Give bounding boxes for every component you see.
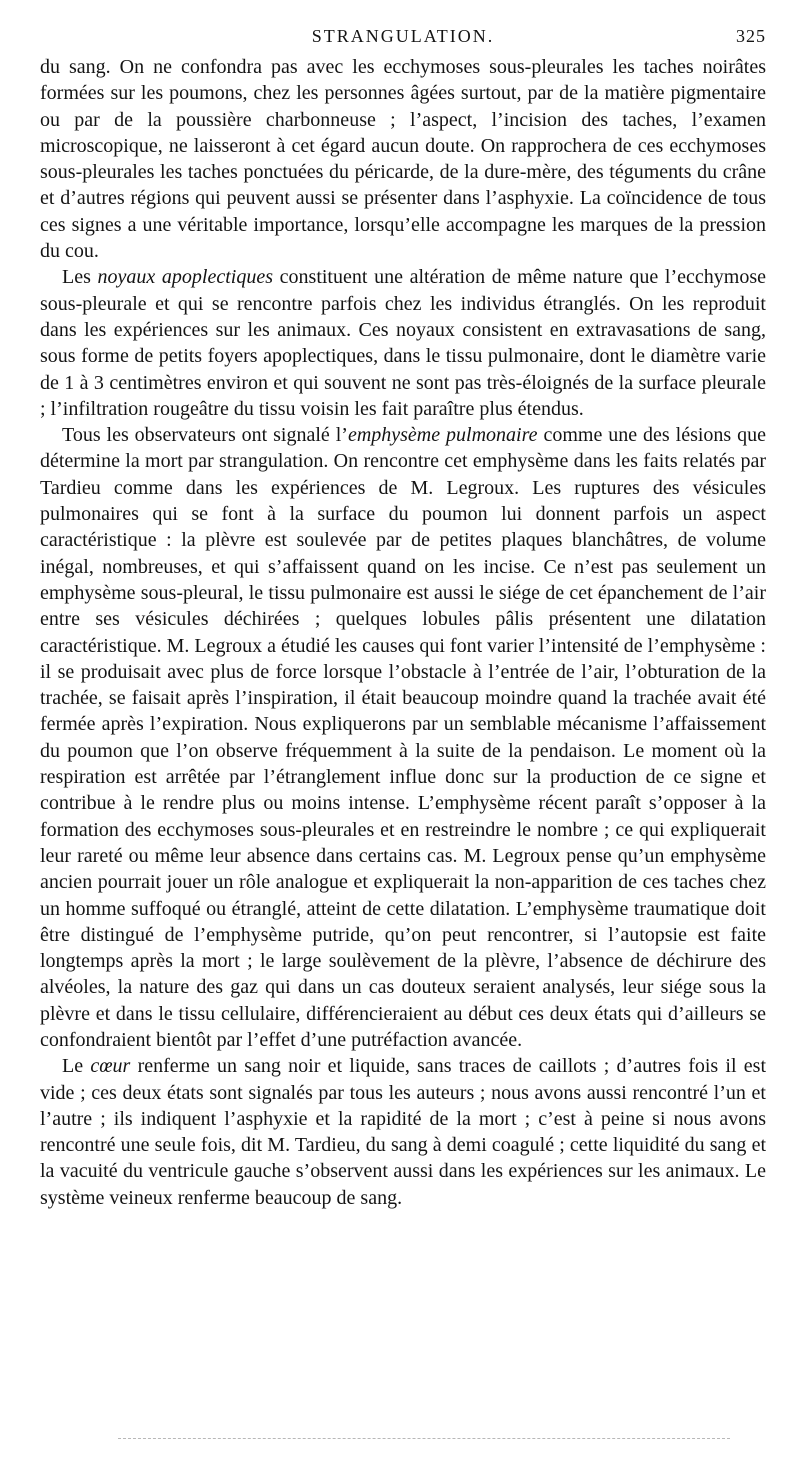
text-segment: Les bbox=[62, 266, 98, 289]
body-text bbox=[40, 54, 766, 1211]
text-segment: renferme un sang noir et liquide, sans traces de caillots ; d’autres fois il est vide ; ces deux états sont signalés par tous les auteurs ; nous avons aussi rencontré l’un et l’autre ; ils indiquent l’asphyxie et la rapidité de la mort ; c’est à peine si nous avons rencontré une seule fois, dit M. Tardieu, du sang à demi coagulé ; cette liquidité du sang et la vacuité du ventricule gauche s’observent aussi dans les expériences sur les animaux. Le système veineux renferme beaucoup de sang. bbox=[40, 1055, 767, 1209]
paragraph bbox=[40, 1053, 766, 1211]
running-header bbox=[40, 26, 766, 54]
page bbox=[40, 26, 766, 1211]
footer-dotted-rule bbox=[118, 1438, 730, 1440]
text-segment: constituent une altération de même nature que l’ecchymose sous-pleurale et qui se rencontre parfois chez les individus étranglés. On les reproduit dans les expériences sur les animaux. Ces noyaux consistent en extravasations de sang, sous forme de petits foyers apoplectiques, dans le tissu pulmonaire, dont le diamètre varie de 1 à 3 centimètres environ et qui souvent ne sont pas très-éloignés de la surface pleurale ; l’infiltration rougeâtre du tissu voisin les fait paraître plus étendus. bbox=[40, 266, 766, 420]
running-title: STRANGULATION. bbox=[311, 26, 495, 46]
italic-term: emphysème pulmonaire bbox=[347, 424, 538, 447]
paragraph bbox=[40, 422, 766, 1053]
paragraph bbox=[40, 54, 766, 264]
text-segment: Tous les observateurs ont signalé l’ bbox=[62, 424, 348, 447]
italic-term: noyaux apoplectiques bbox=[97, 266, 274, 289]
paragraph bbox=[40, 264, 766, 422]
text-segment: comme une des lésions que détermine la mort par strangulation. On rencontre cet emphysème dans les faits relatés par Tardieu comme dans les expériences de M. Legroux. Les ruptures des vésicules pulmonaires qui se font à la surface du poumon lui donnent parfois un aspect caractéristique : la plèvre est soulevée par de petites plaques blanchâtres, de volume inégal, nombreuses, et qui s’affaissent quand on les incise. Ce n’est pas seulement un emphysème sous-pleural, le tissu pulmonaire est aussi le siége de cet épanchement de l’air entre ses vésicules déchirées ; quelques lobules pâlis présentent une dilatation caractéristique. M. Legroux a étudié les causes qui font varier l’intensité de l’emphysème : il se produisait avec plus de force lorsque l’obstacle à l’entrée de l’air, l’obturation de la trachée, se faisait après l’inspiration, il était beaucoup moindre quand la trachée avait été fermée après l’expiration. Nous expliquerons par un semblable mécanisme l’affaissement du poumon que l’on observe fréquemment à la suite de la pendaison. Le moment où la respiration est arrêtée par l’étranglement influe donc sur la production de ce signe et contribue à le rendre plus ou moins intense. L’emphysème récent paraît s’opposer à la formation des ecchymoses sous-pleurales et en restreindre le nombre ; ce qui expliquerait leur rareté ou même leur absence dans certains cas. M. Legroux pense qu’un emphysème ancien pourrait jouer un rôle analogue et expliquerait la non-apparition de ces taches chez un homme suffoqué ou étranglé, atteint de cette dilatation. L’emphysème traumatique doit être distingué de l’emphysème putride, qu’on peut rencontrer, si l’autopsie est faite longtemps après la mort ; le large soulèvement de la plèvre, l’absence de déchirure des alvéoles, la nature des gaz qui dans un cas douteux seraient analysés, leur siége sous la plèvre et dans le tissu cellulaire, différencieraient au début ces deux états qui d’ailleurs se confondraient bientôt par l’effet d’une putréfaction avancée. bbox=[40, 424, 766, 1051]
text-segment: Le bbox=[62, 1055, 91, 1078]
page-number: 325 bbox=[736, 26, 766, 46]
text-segment: du sang. On ne confondra pas avec les ecchymoses sous-pleurales les taches noirâtes formées sur les poumons, chez les personnes âgées surtout, par de la matière pigmentaire ou par de la poussière charbonneuse ; l’aspect, l’incision des taches, l’examen microscopique, ne laisseront à cet égard aucun doute. On rapprochera de ces ecchymoses sous-pleurales les taches ponctuées du péricarde, de la dure-mère, des téguments du crâne et d’autres régions qui peuvent aussi se présenter dans l’asphyxie. La coïncidence de tous ces signes a une véritable importance, lorsqu’elle accompagne les marques de la pression du cou. bbox=[40, 56, 766, 263]
italic-term: cœur bbox=[90, 1055, 131, 1078]
